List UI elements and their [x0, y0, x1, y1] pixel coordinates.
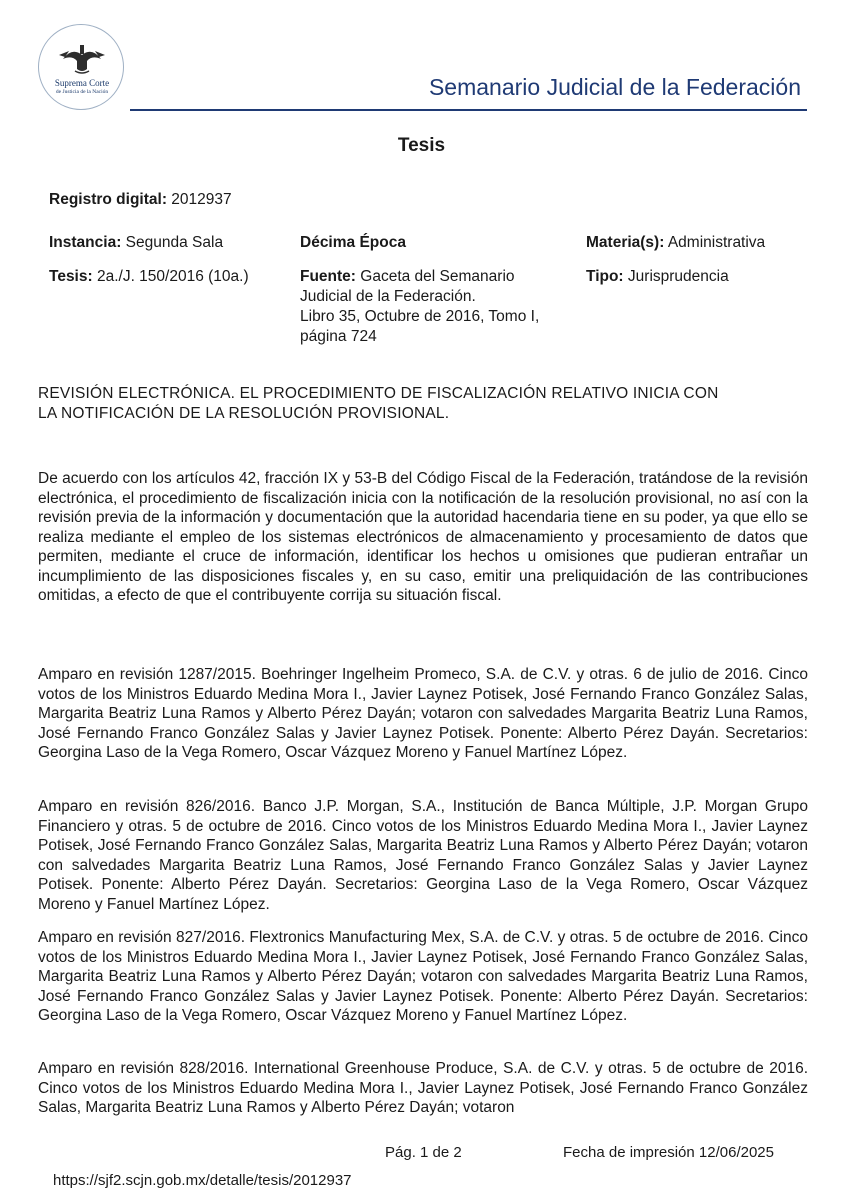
- texto-tesis: De acuerdo con los artículos 42, fracción IX y 53-B del Código Fiscal de la Federación, tratándose de la revisión electrónica, el procedimiento de fiscalización inicia con la notificación de la resolución provisional, no así con la revisión previa de la información y documentación que la autoridad hacendaria tiene en su poder, ya que ello se realiza mediante el empleo de los sistemas electrónicos de almacenamiento y procesamiento de datos que permiten, mediante el cruce de información, identificar los hechos u omisiones que pudieran entrañar un incumplimiento de las disposiciones fiscales y, en su caso, emitir una preliquidación de las contribuciones omitidas, a efecto de que el contribuyente corrija su situación fiscal.: [38, 470, 808, 604]
- site-title: Semanario Judicial de la Federación: [428, 74, 801, 100]
- rubro: [38, 384, 808, 424]
- instancia: [49, 233, 223, 253]
- logo-line1: Suprema Corte: [54, 78, 110, 88]
- tesis: [49, 267, 249, 287]
- rubro-line2: LA NOTIFICACIÓN DE LA RESOLUCIÓN PROVISIONAL.: [38, 405, 450, 422]
- instancia-label: Instancia:: [49, 234, 122, 251]
- tipo-value: Jurisprudencia: [627, 268, 729, 285]
- header-divider: [130, 109, 807, 111]
- fuente-line4: página 724: [300, 328, 377, 345]
- instancia-value: Segunda Sala: [125, 234, 224, 251]
- page-number: Pág. 1 de 2: [385, 1144, 462, 1161]
- registro-label: Registro digital:: [49, 191, 167, 208]
- fuente-label: Fuente:: [300, 268, 356, 285]
- page-header: [0, 0, 843, 115]
- precedente-2: Amparo en revisión 826/2016. Banco J.P. Morgan, S.A., Institución de Banca Múltiple, J.P. Morgan Grupo Financiero y otras. 5 de octubre de 2016. Cinco votos de los Ministros Eduardo Medina Mora I., Javier Laynez Potisek, José Fernando Franco González Salas, Margarita Beatriz Luna Ramos y Alberto Pérez Dayán; votaron con salvedades Margarita Beatriz Luna Ramos, José Fernando Franco González Salas y Javier Laynez Potisek. Ponente: Alberto Pérez Dayán. Secretarios: Georgina Laso de la Vega Romero, Oscar Vázquez Moreno y Fanuel Martínez López.: [38, 798, 808, 913]
- tesis-label: Tesis:: [49, 268, 93, 285]
- registro-digital: [49, 190, 232, 210]
- fuente-line3: Libro 35, Octubre de 2016, Tomo I,: [300, 308, 540, 325]
- materia: [586, 233, 765, 253]
- print-date: Fecha de impresión 12/06/2025: [563, 1144, 774, 1161]
- fuente-line2: Judicial de la Federación.: [300, 288, 476, 305]
- registro-value: 2012937: [171, 191, 232, 208]
- precedente-4: Amparo en revisión 828/2016. International Greenhouse Produce, S.A. de C.V. y otras. 5 de octubre de 2016. Cinco votos de los Ministros Eduardo Medina Mora I., Javier Laynez Potisek, José Fernando Franco González Salas, Margarita Beatriz Luna Ramos y Alberto Pérez Dayán; votaron: [38, 1060, 808, 1116]
- document-title: Tesis: [397, 135, 446, 156]
- eagle-emblem-icon: [39, 25, 125, 111]
- precedente-1: Amparo en revisión 1287/2015. Boehringer Ingelheim Promeco, S.A. de C.V. y otras. 6 de julio de 2016. Cinco votos de los Ministros Eduardo Medina Mora I., Javier Laynez Potisek, José Fernando Franco González Salas, Margarita Beatriz Luna Ramos y Alberto Pérez Dayán; votaron con salvedades Margarita Beatriz Luna Ramos, José Fernando Franco González Salas y Javier Laynez Potisek. Ponente: Alberto Pérez Dayán. Secretarios: Georgina Laso de la Vega Romero, Oscar Vázquez Moreno y Fanuel Martínez López.: [38, 666, 808, 761]
- document-url[interactable]: https://sjf2.scjn.gob.mx/detalle/tesis/2012937: [53, 1172, 352, 1189]
- tesis-value: 2a./J. 150/2016 (10a.): [96, 268, 249, 285]
- epoca-value: Décima Época: [300, 234, 406, 251]
- scjn-logo: [38, 24, 124, 110]
- fuente-line1: Gaceta del Semanario: [360, 268, 515, 285]
- tipo: [586, 267, 729, 287]
- materia-label: Materia(s):: [586, 234, 665, 251]
- tipo-label: Tipo:: [586, 268, 624, 285]
- precedente-3: Amparo en revisión 827/2016. Flextronics Manufacturing Mex, S.A. de C.V. y otras. 5 de octubre de 2016. Cinco votos de los Ministros Eduardo Medina Mora I., Javier Laynez Potisek, José Fernando Franco González Salas, Margarita Beatriz Luna Ramos y Alberto Pérez Dayán; votaron con salvedades Margarita Beatriz Luna Ramos, José Fernando Franco González Salas y Javier Laynez Potisek. Ponente: Alberto Pérez Dayán. Secretarios: Georgina Laso de la Vega Romero, Oscar Vázquez Moreno y Fanuel Martínez López.: [38, 929, 808, 1024]
- fuente: [300, 267, 575, 347]
- logo-line2: de Justicia de la Nación: [55, 89, 109, 95]
- materia-value: Administrativa: [667, 234, 766, 251]
- epoca: [300, 233, 406, 253]
- rubro-line1: REVISIÓN ELECTRÓNICA. EL PROCEDIMIENTO DE FISCALIZACIÓN RELATIVO INICIA CON: [38, 385, 719, 402]
